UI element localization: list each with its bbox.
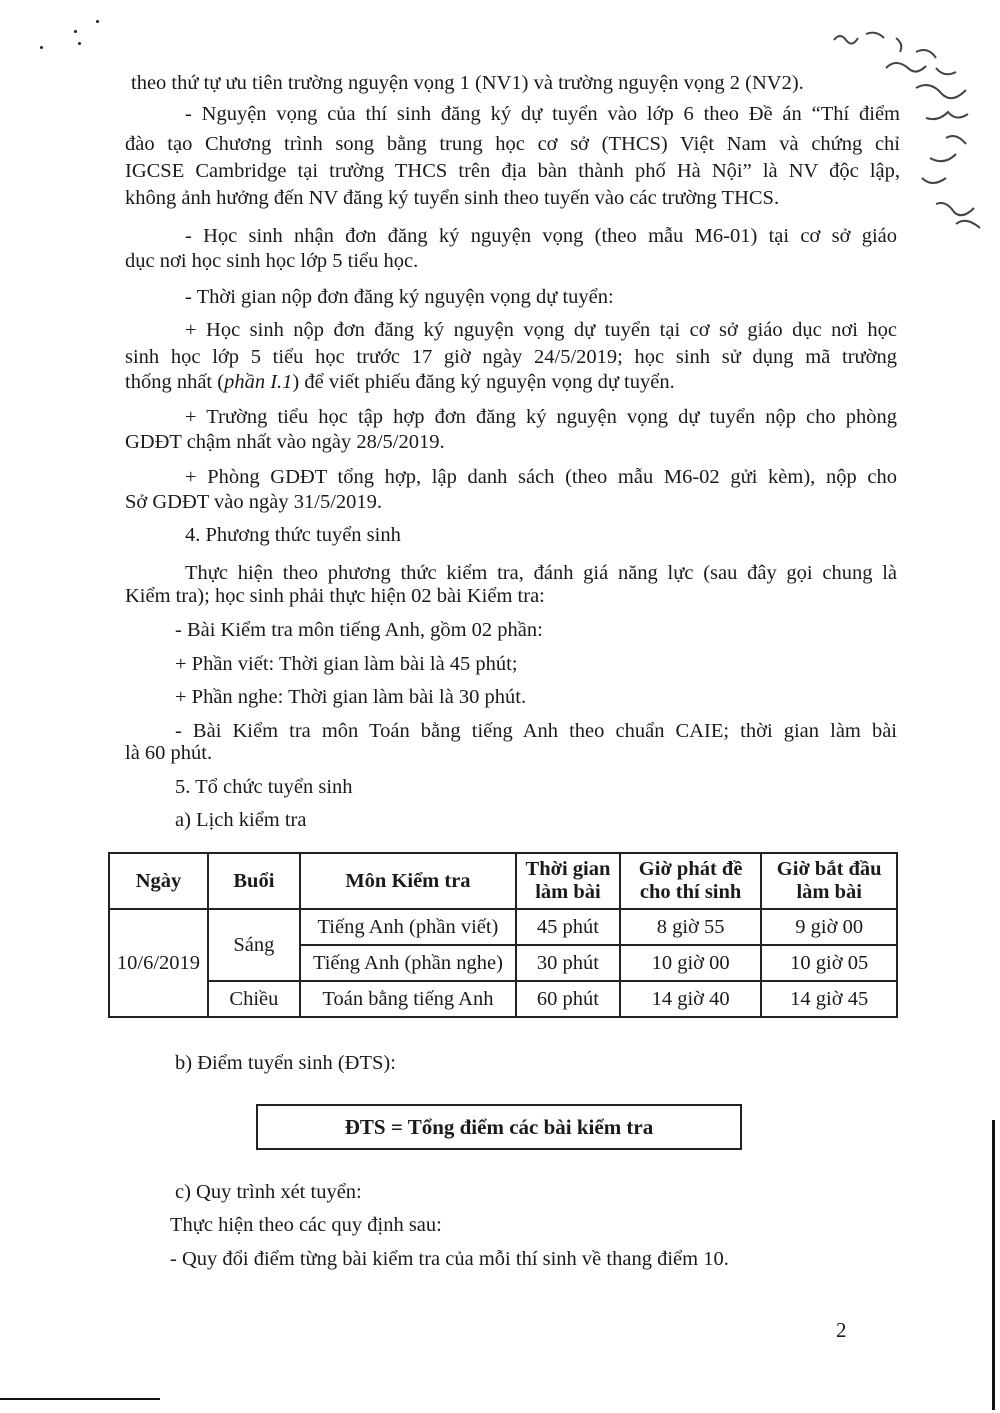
paragraph-line: GDĐT chậm nhất vào ngày 28/5/2019. <box>125 431 445 453</box>
scan-speck <box>78 42 81 45</box>
duration-cell: 45 phút <box>516 909 620 945</box>
scan-speck <box>74 30 77 33</box>
section-heading: 5. Tổ chức tuyển sinh <box>175 776 353 798</box>
paragraph-line-with-reference <box>125 370 675 394</box>
subsection-heading: b) Điểm tuyển sinh (ĐTS): <box>175 1052 396 1074</box>
exam-schedule-table <box>108 852 898 1018</box>
section-reference: phần I.1 <box>224 371 293 393</box>
paragraph-line: IGCSE Cambridge tại trường THCS trên địa bàn thành phố Hà Nội” là NV độc lập, <box>125 160 900 182</box>
subsection-heading: a) Lịch kiểm tra <box>175 809 307 831</box>
scan-speck <box>96 20 99 23</box>
session-afternoon-cell: Chiều <box>208 981 300 1017</box>
header-subject: Môn Kiểm tra <box>300 853 516 909</box>
paragraph-line: Sở GDĐT vào ngày 31/5/2019. <box>125 491 383 513</box>
subject-cell: Toán bằng tiếng Anh <box>300 981 516 1017</box>
paragraph-line: dục nơi học sinh học lớp 5 tiểu học. <box>125 250 419 272</box>
scan-speck <box>40 46 43 49</box>
paragraph-line: là 60 phút. <box>125 742 213 764</box>
paragraph-line: theo thứ tự ưu tiên trường nguyện vọng 1 (NV1) và trường nguyện vọng 2 (NV2). <box>131 72 804 94</box>
paragraph-line: Thực hiện theo phương thức kiểm tra, đánh giá năng lực (sau đây gọi chung là <box>185 562 897 584</box>
paragraph-line: - Bài Kiểm tra môn Toán bằng tiếng Anh theo chuẩn CAIE; thời gian làm bài <box>175 720 897 742</box>
paragraph-line: + Phần viết: Thời gian làm bài là 45 phút; <box>175 653 518 675</box>
header-date: Ngày <box>109 853 208 909</box>
paragraph-line: - Bài Kiểm tra môn tiếng Anh, gồm 02 phần: <box>175 619 543 641</box>
exam-date-cell: 10/6/2019 <box>109 909 208 1017</box>
header-start-time: Giờ bắt đầu làm bài <box>761 853 897 909</box>
formula-box: ĐTS = Tổng điểm các bài kiểm tra <box>256 1104 742 1150</box>
subject-cell: Tiếng Anh (phần nghe) <box>300 945 516 981</box>
scan-edge-bottom <box>0 1398 160 1400</box>
subsection-heading: c) Quy trình xét tuyển: <box>175 1181 362 1203</box>
section-heading: 4. Phương thức tuyển sinh <box>185 524 401 546</box>
paragraph-line: không ảnh hưởng đến NV đăng ký tuyển sinh theo tuyến vào các trường THCS. <box>125 187 780 209</box>
paragraph-line: + Phần nghe: Thời gian làm bài là 30 phút. <box>175 686 527 708</box>
header-duration: Thời gian làm bài <box>516 853 620 909</box>
handout-cell: 8 giờ 55 <box>620 909 762 945</box>
paragraph-line: sinh học lớp 5 tiểu học trước 17 giờ ngày 24/5/2019; học sinh sử dụng mã trường <box>125 346 897 368</box>
line-text: thống nhất ( <box>125 371 225 393</box>
paragraph-line: - Học sinh nhận đơn đăng ký nguyện vọng (theo mẫu M6-01) tại cơ sở giáo <box>185 225 897 247</box>
page-number: 2 <box>836 1318 847 1342</box>
paragraph-line: - Nguyện vọng của thí sinh đăng ký dự tuyển vào lớp 6 theo Đề án “Thí điểm <box>185 103 900 125</box>
paragraph-line: + Học sinh nộp đơn đăng ký nguyện vọng dự tuyển tại cơ sở giáo dục nơi học <box>185 319 897 341</box>
paragraph-line: Thực hiện theo các quy định sau: <box>170 1214 442 1236</box>
paragraph-line: - Thời gian nộp đơn đăng ký nguyện vọng dự tuyển: <box>185 286 614 308</box>
start-cell: 10 giờ 05 <box>761 945 897 981</box>
header-handout-time: Giờ phát đề cho thí sinh <box>620 853 762 909</box>
session-morning-cell: Sáng <box>208 909 300 981</box>
start-cell: 14 giờ 45 <box>761 981 897 1017</box>
paragraph-line: đào tạo Chương trình song bằng trung học cơ sở (THCS) Việt Nam và chứng chỉ <box>125 133 900 155</box>
paragraph-line: + Trường tiểu học tập hợp đơn đăng ký nguyện vọng dự tuyển nộp cho phòng <box>185 406 897 428</box>
paragraph-line: - Quy đổi điểm từng bài kiểm tra của mỗi thí sinh về thang điểm 10. <box>170 1248 729 1270</box>
table-row <box>109 909 897 945</box>
duration-cell: 60 phút <box>516 981 620 1017</box>
start-cell: 9 giờ 00 <box>761 909 897 945</box>
table-row <box>109 981 897 1017</box>
line-text: ) để viết phiếu đăng ký nguyện vọng dự tuyển. <box>292 371 675 393</box>
scan-edge-right <box>992 1120 995 1410</box>
paragraph-line: + Phòng GDĐT tổng hợp, lập danh sách (theo mẫu M6-02 gửi kèm), nộp cho <box>185 466 897 488</box>
subject-cell: Tiếng Anh (phần viết) <box>300 909 516 945</box>
header-session: Buổi <box>208 853 300 909</box>
handout-cell: 14 giờ 40 <box>620 981 762 1017</box>
handout-cell: 10 giờ 00 <box>620 945 762 981</box>
paragraph-line: Kiểm tra); học sinh phải thực hiện 02 bài Kiểm tra: <box>125 585 545 607</box>
table-header-row <box>109 853 897 909</box>
duration-cell: 30 phút <box>516 945 620 981</box>
